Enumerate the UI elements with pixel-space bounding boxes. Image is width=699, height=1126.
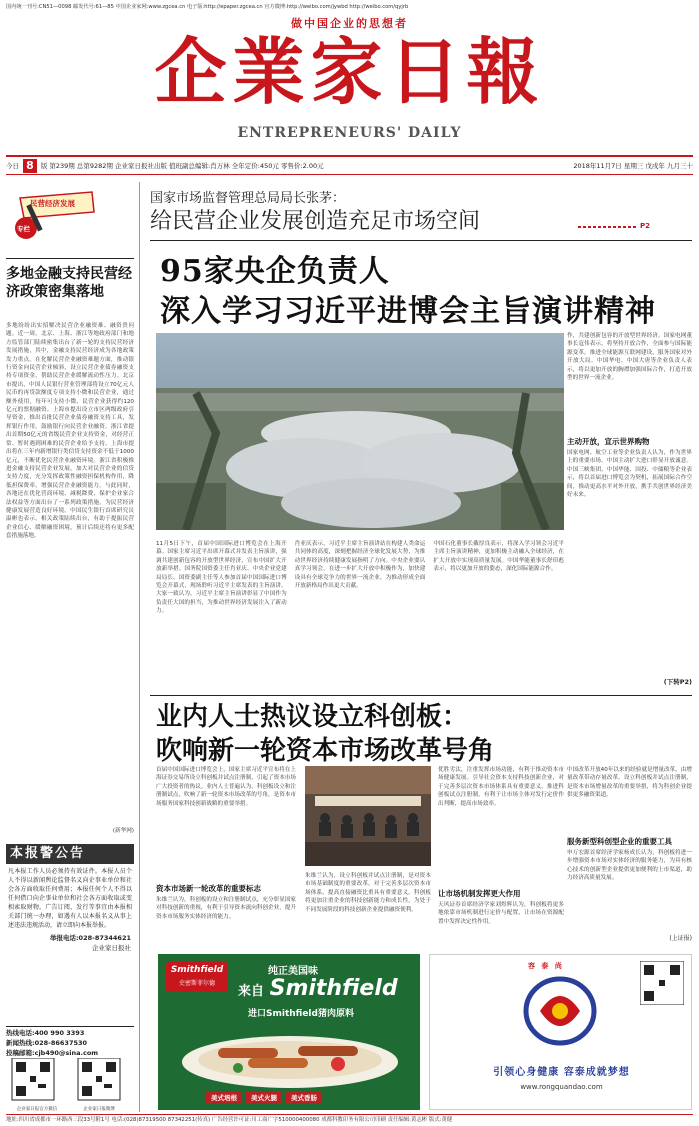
lead-article-body (156, 540, 564, 690)
lead-article-col1: 11月5日下午，首届中国国际进口博览会在上海开幕。国家主席习近平出席开幕式并发表主旨演讲，强调共建创新包容的开放型世界经济，宣布中国扩大开放新举措。国务院国资委主任肖亚庆、中央企业党建局局长、国资委副主任等人参加首届中国国际进口博览会开幕式，现场聆听习近平主席发表的主旨演讲。大家一致认为，习近平主席主旨演讲彰显了中国作为负责任大国的担当，为推动世界经济发展注入了新动力。 (156, 541, 287, 615)
p2-ref[interactable]: P2 (640, 222, 651, 230)
ad1-tag1: 美式培根 (206, 1092, 242, 1103)
second-headline-line1: 业内人士热议设立科创板： (156, 702, 469, 732)
second-col1 (156, 766, 296, 946)
expo-center-photo (156, 333, 564, 530)
notice-box (6, 844, 134, 1022)
lead-article-right-col (567, 332, 692, 692)
ad1-line2 (238, 976, 398, 1001)
hotline-phone: 热线电话:400 990 3393 (6, 1029, 85, 1037)
ad2-logo-top: 容 泰 尚 (528, 962, 564, 970)
lead-right-text2: 国家电网、航空工业等企业负责人认为，作为世界上的重要市场，中国主动扩大进口彰显开放诚意。中国三峡集团、中国华能、国投、中储粮等企业表示，将以首届进口博览会为契机，拓展国际合作空间，推动更高水平对外开放，携手共创世界经济美好未来。 (567, 450, 692, 499)
left-article-source: (新华网) (112, 828, 134, 834)
ad1-line3: 进口Smithfield猪肉原料 (248, 1009, 354, 1019)
submission-email: 投稿邮箱:cjb490@sina.com (6, 1049, 99, 1057)
left-article-text: 多地纷纷出实招解决民营企业融资难、融资贵问题。近一周，北京、上海、浙江等地政府部门和地方监管部门陆续密集出台了新一轮的支持民营经济发展措施，其中，金融支持民营经济成为各地政策发力重点。在化解民营企业融资难题方面，推动银行资金向民营企业倾斜，设立民营企业债券融资支持专项资金，帮助民营企业缓解流动性压力。北京市提出，中国人民银行营业管理部将设立70亿元人民币的再贷款额度专项支持小微和民营企业，通过额外使用，每年可支持小微、民营企业获得约120亿元的票据融资。上海市提出设立市区两级政府引导资金，推出首批民营企业债券融资支持工具，发挥银行作用，鼓励银行向民营企业融资。浙江省提出首期50亿元的省级民营企业支持资金，对经营正常、暂时遇到困难的民营企业给予支持。上海市提出将在三年内新增银行类信贷支持资金不低于1000亿元，不断优化民营企业融资环境。浙江省积极推进金融支持民营企业发展，加大对民营企业的信贷支持力度，充分发挥政策性融资担保机构作用，降低担保费率，增强民营企业融资能力。与此同时，各地还在优化营商环境、减税降费、保护企业家合法权益等方面出台了一系列政策措施，为民营经济健康发展营造良好环境。中国民生银行首席研究员温彬也表示，相关政策陆续出台，有助于提振民营企业信心、缓解融资困境，预计后续还将有更多配套措施落地。 (6, 323, 134, 540)
second-story-source: (上证报) (669, 935, 692, 942)
subheading-pretitle: 国家市场监督管理总局局长张茅： (150, 191, 346, 206)
second-headline-line2: 吹响新一轮资本市场改革号角 (156, 736, 495, 766)
masthead-title-en: ENTREPRENEURS' DAILY (237, 125, 462, 141)
second-col1-text: 首届中国国际进口博览会上，国家主席习近平宣布将在上海证券交易所设立科创板并试点注册制，引起了资本市场广大投资者的热议。业内人士普遍认为，科创板设立和注册制试点，吹响了新一轮资本市场改革的号角，是资本市场服务国家科技创新战略的重要举措。 (156, 767, 296, 807)
hotline-divider (6, 1026, 134, 1027)
continued-ref[interactable]: (下转P2) (663, 678, 692, 686)
second-col2-text: 朱维兰认为，设立科创板并试点注册制，是对资本市场基础制度的重要改革，对于完善多层次资本市场体系、提高直接融资比重具有重要意义。科创板将更加注重企业的科技创新能力和成长性，为处于不同发展阶段的科技创新企业提供融资便利。 (305, 873, 431, 913)
ad2-qr-code-icon (640, 961, 684, 1005)
column-divider (139, 182, 140, 1112)
masthead-slogan: 做中国企业的思想者 (291, 17, 408, 30)
footer-info: 地址:四川省成都市一环路西三段33号附1号 电话:(028)87319500 87342251(传真) 广告经营许可证:川工商广字510000400080 成都科教印务有限公司印刷 责任编辑:黄志彬 版式:黄健 (6, 1114, 693, 1126)
top-info-strip: 国内统一刊号:CN51—0098 邮发代号:61—85 中国企业家网:www.zgcea.cn 电子版:http://epaper.zgcea.cn 官方微博:http://weibo.com/jywbd http://weibo.com/qyjrb (6, 4, 409, 10)
rongtaishang-ad[interactable] (429, 954, 692, 1110)
lead-headline-line1: 95家央企负责人 (160, 254, 390, 289)
second-col3-text: 优胜劣汰，注重发挥市场功能，有利于推动资本市场健康发展。引导社会资本支持科技创新企业，对于完善多层次资本市场体系具有重要意义。推进科创板试点注册制，有利于让市场主体对发行定价作出判断，提高市场效率。 (438, 767, 564, 807)
lead-headline (160, 252, 699, 332)
ad1-line1: 纯正美国味 (268, 966, 318, 977)
ad1-line2-pre: 来自 (238, 984, 265, 999)
lead-article-col2: 肖亚庆表示，习近平主席主旨演讲站在构建人类命运共同体的高度，深刻把握经济全球化发展大势，为推动世界经济持续健康发展指明了方向。中央企业要认真学习领会，在进一步扩大开放中积极作为，加快建设具有全球竞争力的世界一流企业，为推动形成全面开放新格局作出更大贡献。 (294, 541, 426, 590)
smithfield-logo (166, 962, 228, 992)
second-col1-text2: 朱维兰认为，科创板的设立和注册制试点，充分彰显国家对科技创新的重视，有利于引导资本流向科创企业，提升资本市场服务实体经济的能力。 (156, 897, 296, 920)
notice-report-phone: 举报电话:028-87344621 (49, 934, 131, 942)
second-story-divider (150, 695, 692, 696)
second-section-head3: 服务新型科创型企业的重要工具 (567, 837, 672, 846)
left-article-body (6, 322, 134, 837)
qr-codes (8, 1058, 132, 1113)
news-hotline: 新闻热线:028-86637530 (6, 1039, 88, 1047)
hotline-box (6, 1028, 134, 1058)
lead-right-section-head: 主动开放，宣示世界购物 (567, 437, 650, 446)
masthead-title: 企業家日報 (154, 29, 545, 114)
column-badge-label: 民营经济发展 (30, 199, 75, 208)
left-divider (6, 258, 134, 259)
second-col3 (438, 766, 564, 946)
column-badge-stamp: 专栏 (17, 225, 30, 233)
second-section-head1: 资本市场新一轮改革的重要标志 (156, 884, 261, 893)
lead-headline-line2: 深入学习习近平进博会主旨演讲精神 (160, 294, 656, 329)
smithfield-logo-cn: 史密斯菲尔德 (178, 980, 215, 987)
notice-org: 企业家日报社 (92, 944, 131, 952)
ad1-tag3: 美式香肠 (286, 1092, 322, 1103)
p2-ref-dots (578, 226, 638, 228)
meeting-photo (305, 766, 431, 866)
smithfield-logo-text: Smithfield (170, 965, 224, 975)
sausage-plate-icon (178, 1024, 403, 1089)
second-col4 (567, 766, 692, 946)
smithfield-ad[interactable] (158, 954, 420, 1110)
issue-date: 2018年11月7日 星期三 戊戌年 九月三十 (573, 162, 693, 170)
second-col4-text2: 申万宏源首席经济学家杨成长认为，科创板将进一步增强资本市场对实体经济的服务能力，为具有核心技术的创新型企业提供更加便利的上市渠道，助力经济高质量发展。 (567, 850, 692, 882)
second-col4-text: 中国改革开放40年以来的经验就是增量改革，由增量改革带动存量改革。设立科创板并试点注册制，是资本市场增量改革的重要举措，将为科创企业提供更多融资渠道。 (567, 767, 692, 799)
second-col2 (305, 872, 431, 946)
issue-details: 版 第239期 总第9282期 企业家日报社出版 值班副总编辑:肖万林 全年定价:450元 零售价:2.00元 (40, 162, 324, 170)
subheading-title: 给民营企业发展创造充足市场空间 (150, 209, 481, 234)
page-count-badge: 8 (23, 159, 37, 173)
qr-code-icon (8, 1058, 132, 1102)
ad1-line2-brand: Smithfield (269, 976, 398, 1001)
issue-info-bar (6, 155, 693, 175)
second-headline (156, 700, 692, 768)
lead-article-col3: 中国石化董事长戴厚良表示，将深入学习领会习近平主席主旨演讲精神，更加积极主动融入全球经济，在扩大开放中实现高质量发展。中国华能董事长舒印彪表示，将以更加开放的姿态，深化国际能源合作。 (433, 541, 565, 573)
ad1-tags (206, 1092, 322, 1103)
notice-title: 本报警公告 (6, 844, 134, 864)
lead-divider (150, 240, 692, 241)
qr-caption-weibo: 企业家日报微博 (83, 1107, 115, 1112)
ad2-slogan: 引领心身健康 容泰成就梦想 (493, 1067, 630, 1078)
ad1-tag2: 美式火腿 (246, 1092, 282, 1103)
rongtaishang-logo-icon (520, 971, 600, 1049)
ad2-url[interactable]: www.rongquandao.com (520, 1083, 603, 1091)
second-col3-text2: 天风证券首席经济学家刘煜辉认为，科创板将更多地依靠市场机制进行定价与配置，让市场在资源配置中发挥决定性作用。 (438, 902, 564, 925)
notice-body: 凡本报工作人员必须持有效证件。本报人员个人不得以新闻舆论监督名义向企事业单位和社会各方面收取任何费用；本报任何个人不得以任何借口向企事业单位和社会各方面收取或变相索取财物。广告订阅、发行等事宜由本报相关部门统一办理，如遇有人以本报名义从事上述违法违规活动，请立即向本报举报。 (8, 868, 132, 929)
left-headline: 多地金融支持民营经济政策密集落地 (6, 266, 132, 300)
lead-right-text1: 作，共建创新包容的开放型世界经济。国家电网董事长寇伟表示，将坚持开放合作，全面参与国际能源变革，推进全球能源互联网建设，服务国家对外开放大局。中国华电、中国大唐等企业负责人表示，将以更加开放的胸襟加强国际合作，打造开放型的世界一流企业。 (567, 333, 692, 382)
qr-caption-wechat: 企业家日报官方微信 (16, 1107, 58, 1112)
info-today: 今日 (6, 162, 19, 170)
second-section-head2: 让市场机制发挥更大作用 (438, 889, 521, 898)
